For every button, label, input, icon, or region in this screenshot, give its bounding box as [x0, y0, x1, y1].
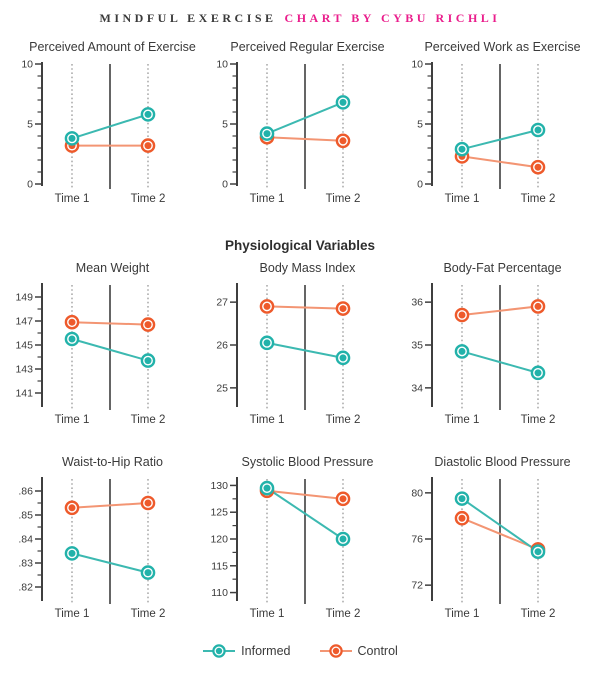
panel-title: Perceived Regular Exercise — [230, 40, 385, 54]
row-physiological-1 — [0, 257, 600, 429]
svg-text:Time 2: Time 2 — [130, 414, 166, 426]
legend-label-control: Control — [357, 644, 398, 658]
svg-text:35: 35 — [411, 339, 423, 352]
panel-body-fat — [398, 257, 593, 429]
svg-text:120: 120 — [210, 533, 228, 546]
svg-text:0: 0 — [222, 178, 228, 191]
panel-title: Body Mass Index — [259, 261, 356, 275]
panel-mean-weight — [8, 257, 203, 429]
svg-text:Time 1: Time 1 — [249, 414, 285, 426]
svg-text:Time 1: Time 1 — [444, 414, 480, 426]
svg-text:Time 1: Time 1 — [444, 608, 480, 620]
slope-chart-mean-weight — [8, 277, 203, 429]
page-header — [0, 0, 600, 26]
row-physiological-2 — [0, 451, 600, 623]
svg-text:10: 10 — [21, 58, 33, 71]
svg-text:145: 145 — [15, 339, 33, 352]
svg-text:.82: .82 — [18, 581, 33, 594]
panel-systolic — [203, 451, 398, 623]
panel-title: Diastolic Blood Pressure — [434, 455, 571, 469]
panel-title: Waist-to-Hip Ratio — [62, 455, 163, 469]
svg-text:Time 1: Time 1 — [444, 193, 480, 205]
svg-text:125: 125 — [210, 506, 228, 519]
slope-chart-systolic — [203, 471, 398, 623]
svg-text:Time 2: Time 2 — [325, 414, 361, 426]
svg-text:Time 1: Time 1 — [249, 608, 285, 620]
svg-text:Time 2: Time 2 — [520, 414, 556, 426]
svg-text:10: 10 — [411, 58, 423, 71]
panel-perceived-amount — [8, 36, 203, 208]
svg-text:Time 2: Time 2 — [325, 193, 361, 205]
svg-text:.86: .86 — [18, 485, 33, 498]
legend-item-informed — [202, 643, 290, 659]
svg-text:149: 149 — [15, 291, 33, 304]
slope-chart-bmi — [203, 277, 398, 429]
panel-waist-hip — [8, 451, 203, 623]
panel-title: Mean Weight — [75, 261, 150, 275]
svg-text:27: 27 — [216, 296, 228, 309]
svg-text:80: 80 — [411, 487, 423, 500]
svg-text:115: 115 — [211, 560, 228, 573]
svg-text:36: 36 — [411, 296, 423, 309]
svg-text:141: 141 — [15, 387, 33, 400]
svg-text:10: 10 — [216, 58, 228, 71]
panel-title: Perceived Work as Exercise — [424, 40, 581, 54]
svg-text:72: 72 — [411, 579, 423, 592]
informed-marker-icon — [202, 643, 236, 659]
svg-text:5: 5 — [27, 118, 33, 131]
legend — [0, 643, 600, 659]
control-marker-icon — [319, 643, 353, 659]
slope-chart-perceived-regular — [203, 56, 398, 208]
svg-text:5: 5 — [417, 118, 423, 131]
svg-text:Time 1: Time 1 — [54, 414, 90, 426]
section-heading-physiological: Physiological Variables — [224, 238, 376, 253]
svg-text:0: 0 — [417, 178, 423, 191]
slope-chart-body-fat — [398, 277, 593, 429]
svg-text:147: 147 — [15, 315, 33, 328]
panel-bmi — [203, 257, 398, 429]
svg-text:130: 130 — [210, 479, 228, 492]
svg-text:.83: .83 — [18, 557, 33, 570]
svg-text:Time 1: Time 1 — [249, 193, 285, 205]
svg-text:34: 34 — [411, 382, 423, 395]
slope-chart-perceived-amount — [8, 56, 203, 208]
page-title-accent: CHART BY CYBU RICHLI — [284, 11, 501, 25]
panel-diastolic — [398, 451, 593, 623]
svg-text:.84: .84 — [18, 533, 33, 546]
panel-perceived-work — [398, 36, 593, 208]
svg-text:Time 2: Time 2 — [130, 608, 166, 620]
svg-text:Time 2: Time 2 — [325, 608, 361, 620]
svg-text:110: 110 — [211, 587, 228, 600]
panel-title: Systolic Blood Pressure — [241, 455, 374, 469]
svg-text:Time 1: Time 1 — [54, 193, 90, 205]
svg-text:143: 143 — [15, 363, 33, 376]
panel-title: Body-Fat Percentage — [443, 261, 562, 275]
slope-chart-perceived-work — [398, 56, 593, 208]
svg-text:Time 2: Time 2 — [520, 608, 556, 620]
slope-chart-waist-hip — [8, 471, 203, 623]
svg-text:Time 1: Time 1 — [54, 608, 90, 620]
legend-item-control — [319, 643, 398, 659]
svg-text:Time 2: Time 2 — [520, 193, 556, 205]
legend-label-informed: Informed — [241, 644, 291, 658]
svg-text:.85: .85 — [18, 509, 33, 522]
page-title-main: MINDFUL EXERCISE — [99, 11, 277, 25]
svg-text:26: 26 — [216, 339, 228, 352]
panel-perceived-regular — [203, 36, 398, 208]
svg-text:25: 25 — [216, 382, 228, 395]
svg-text:0: 0 — [27, 178, 33, 191]
panel-title: Perceived Amount of Exercise — [29, 40, 196, 54]
row-perceived-variables — [0, 36, 600, 208]
slope-chart-diastolic — [398, 471, 593, 623]
svg-text:5: 5 — [222, 118, 228, 131]
svg-text:76: 76 — [411, 533, 423, 546]
svg-text:Time 2: Time 2 — [130, 193, 166, 205]
